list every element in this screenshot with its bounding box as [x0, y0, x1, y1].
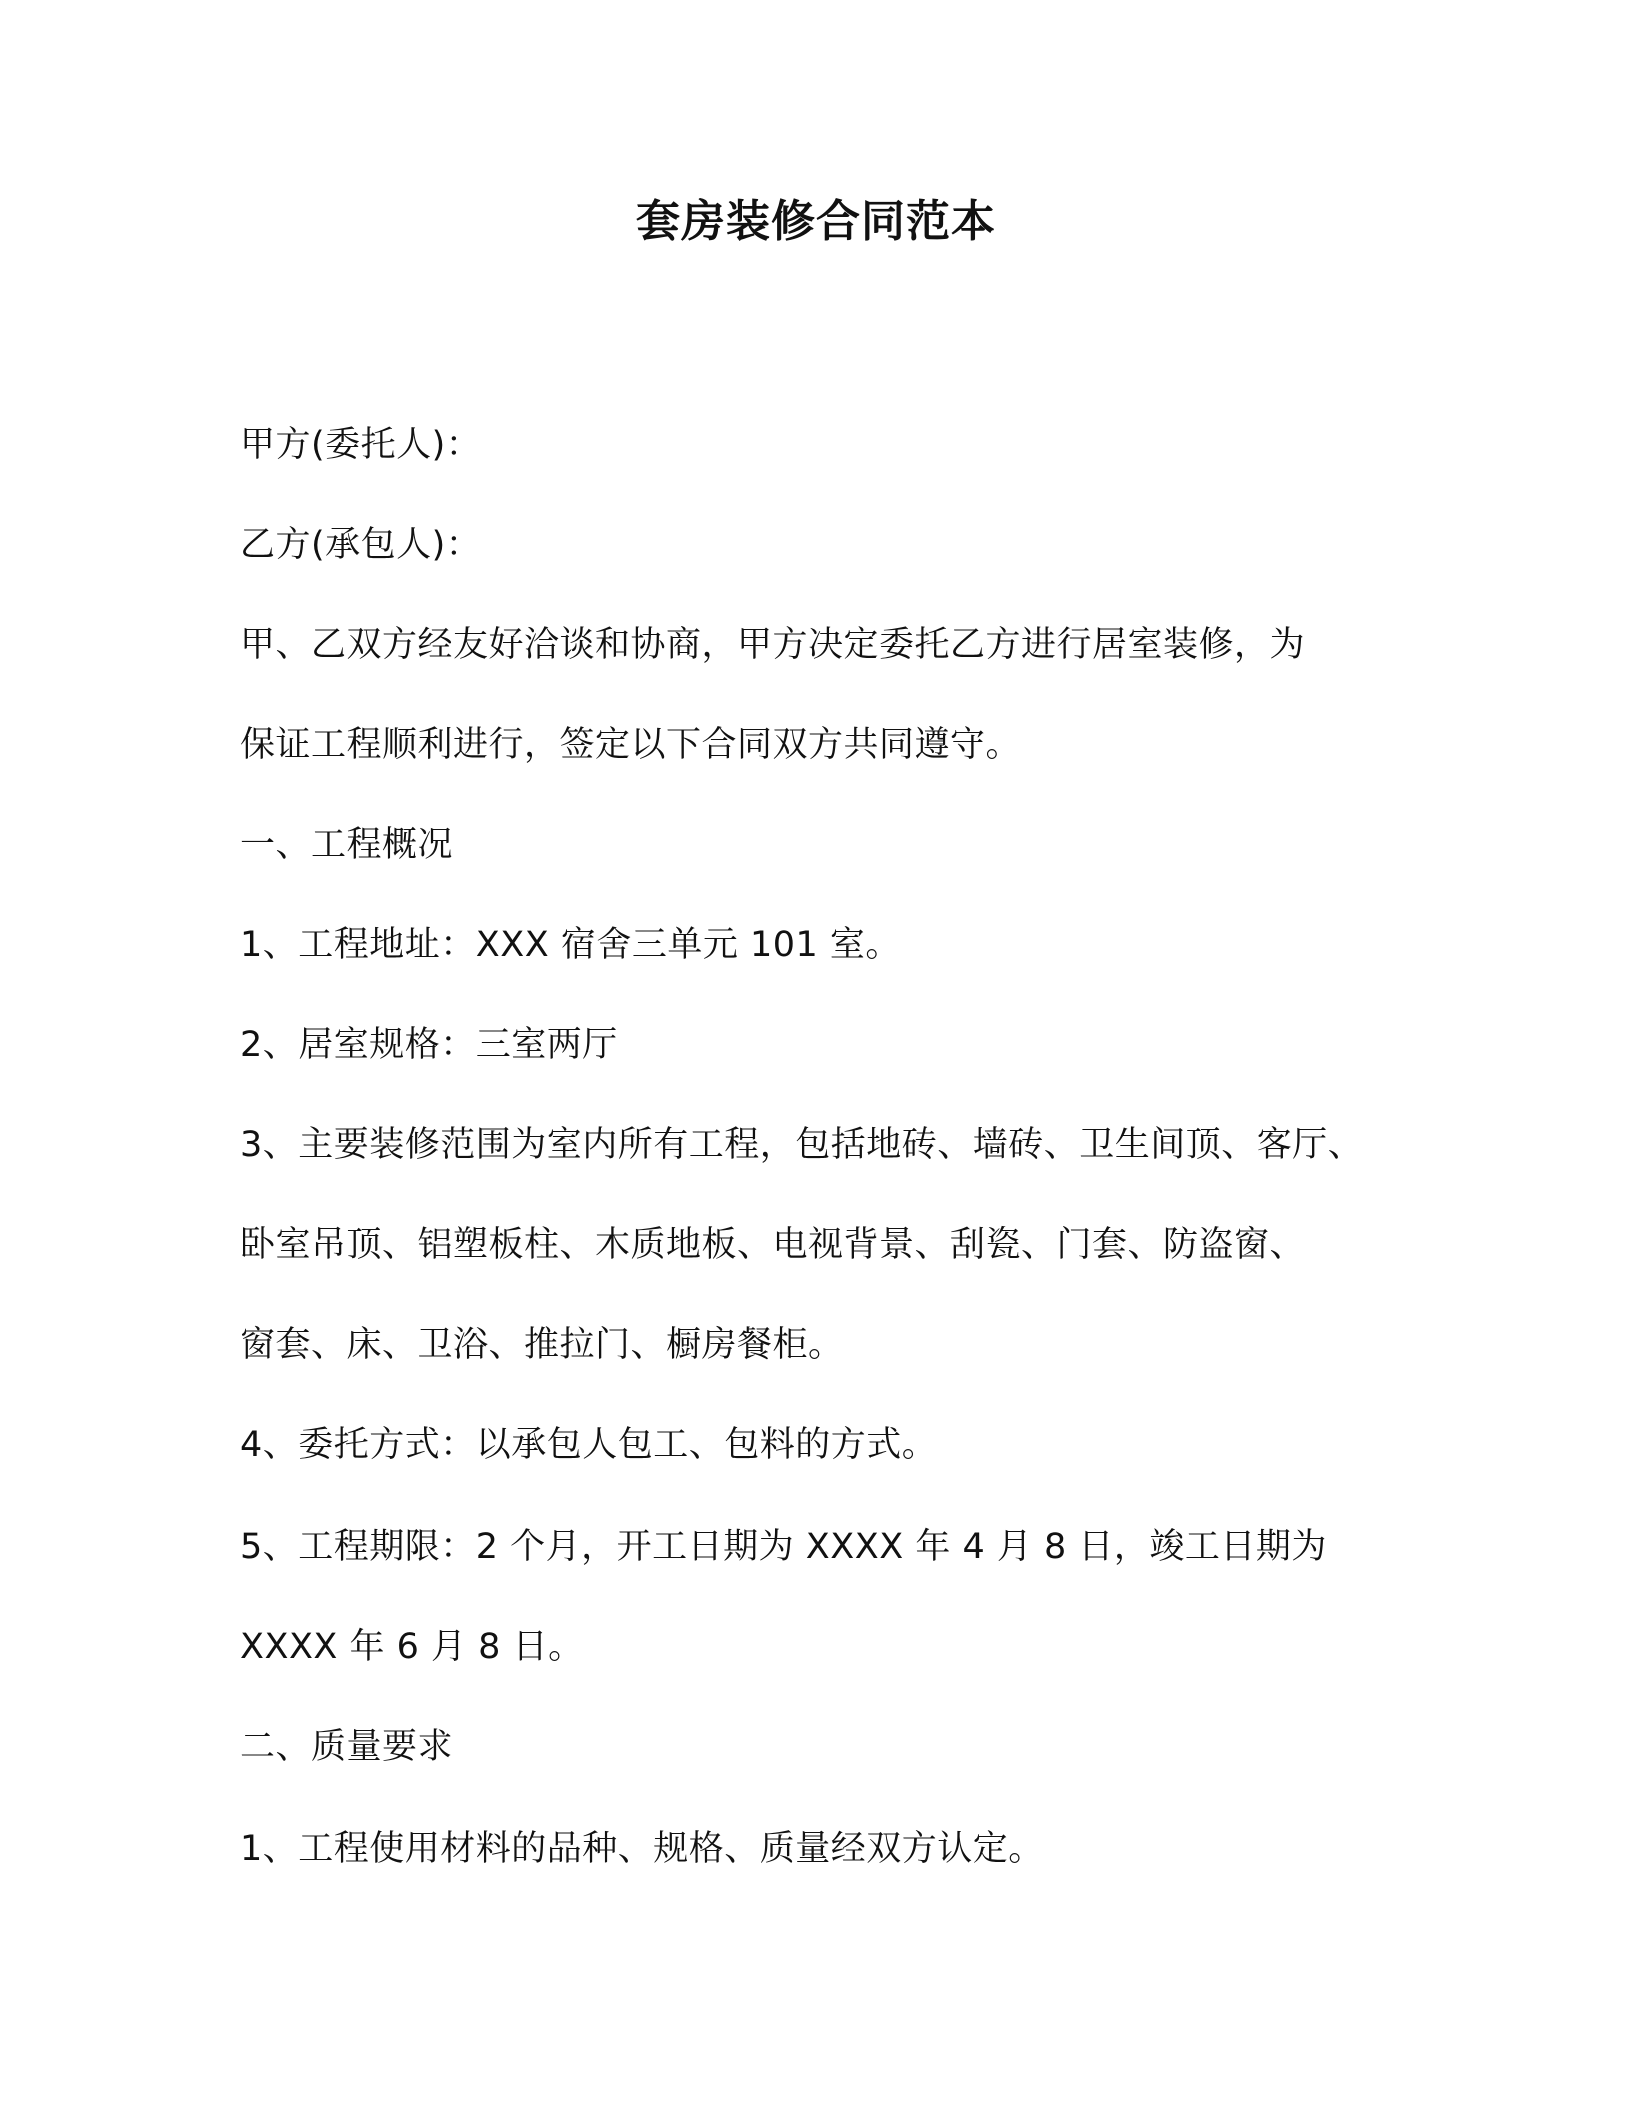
clause-item: 1、工程使用材料的品种、规格、质量经双方认定。 — [240, 1829, 1044, 1869]
clause-item-continuation: 卧室吊顶、铝塑板柱、木质地板、电视背景、刮瓷、门套、防盗窗、 — [240, 1225, 1306, 1265]
clause-item: 2、居室规格：三室两厅 — [240, 1025, 618, 1065]
section-heading: 二、质量要求 — [240, 1727, 454, 1767]
clause-item: 5、工程期限：2 个月，开工日期为 XXXX 年 4 月 8 日，竣工日期为 — [240, 1527, 1327, 1567]
party-b-label: 乙方(承包人)： — [240, 525, 482, 565]
document-title: 套房装修合同范本 — [636, 196, 996, 247]
clause-item: 1、工程地址：XXX 宿舍三单元 101 室。 — [240, 925, 901, 965]
clause-item: 3、主要装修范围为室内所有工程，包括地砖、墙砖、卫生间顶、客厅、 — [240, 1125, 1364, 1165]
clause-item-continuation: 窗套、床、卫浴、推拉门、橱房餐柜。 — [240, 1325, 844, 1365]
section-heading: 一、工程概况 — [240, 825, 454, 865]
clause-item-continuation: XXXX 年 6 月 8 日。 — [240, 1627, 584, 1667]
preamble-line: 保证工程顺利进行，签定以下合同双方共同遵守。 — [240, 725, 1022, 765]
clause-item: 4、委托方式：以承包人包工、包料的方式。 — [240, 1425, 938, 1465]
party-a-label: 甲方(委托人)： — [240, 425, 482, 465]
preamble-line: 甲、乙双方经友好洽谈和协商，甲方决定委托乙方进行居室装修，为 — [240, 625, 1306, 665]
